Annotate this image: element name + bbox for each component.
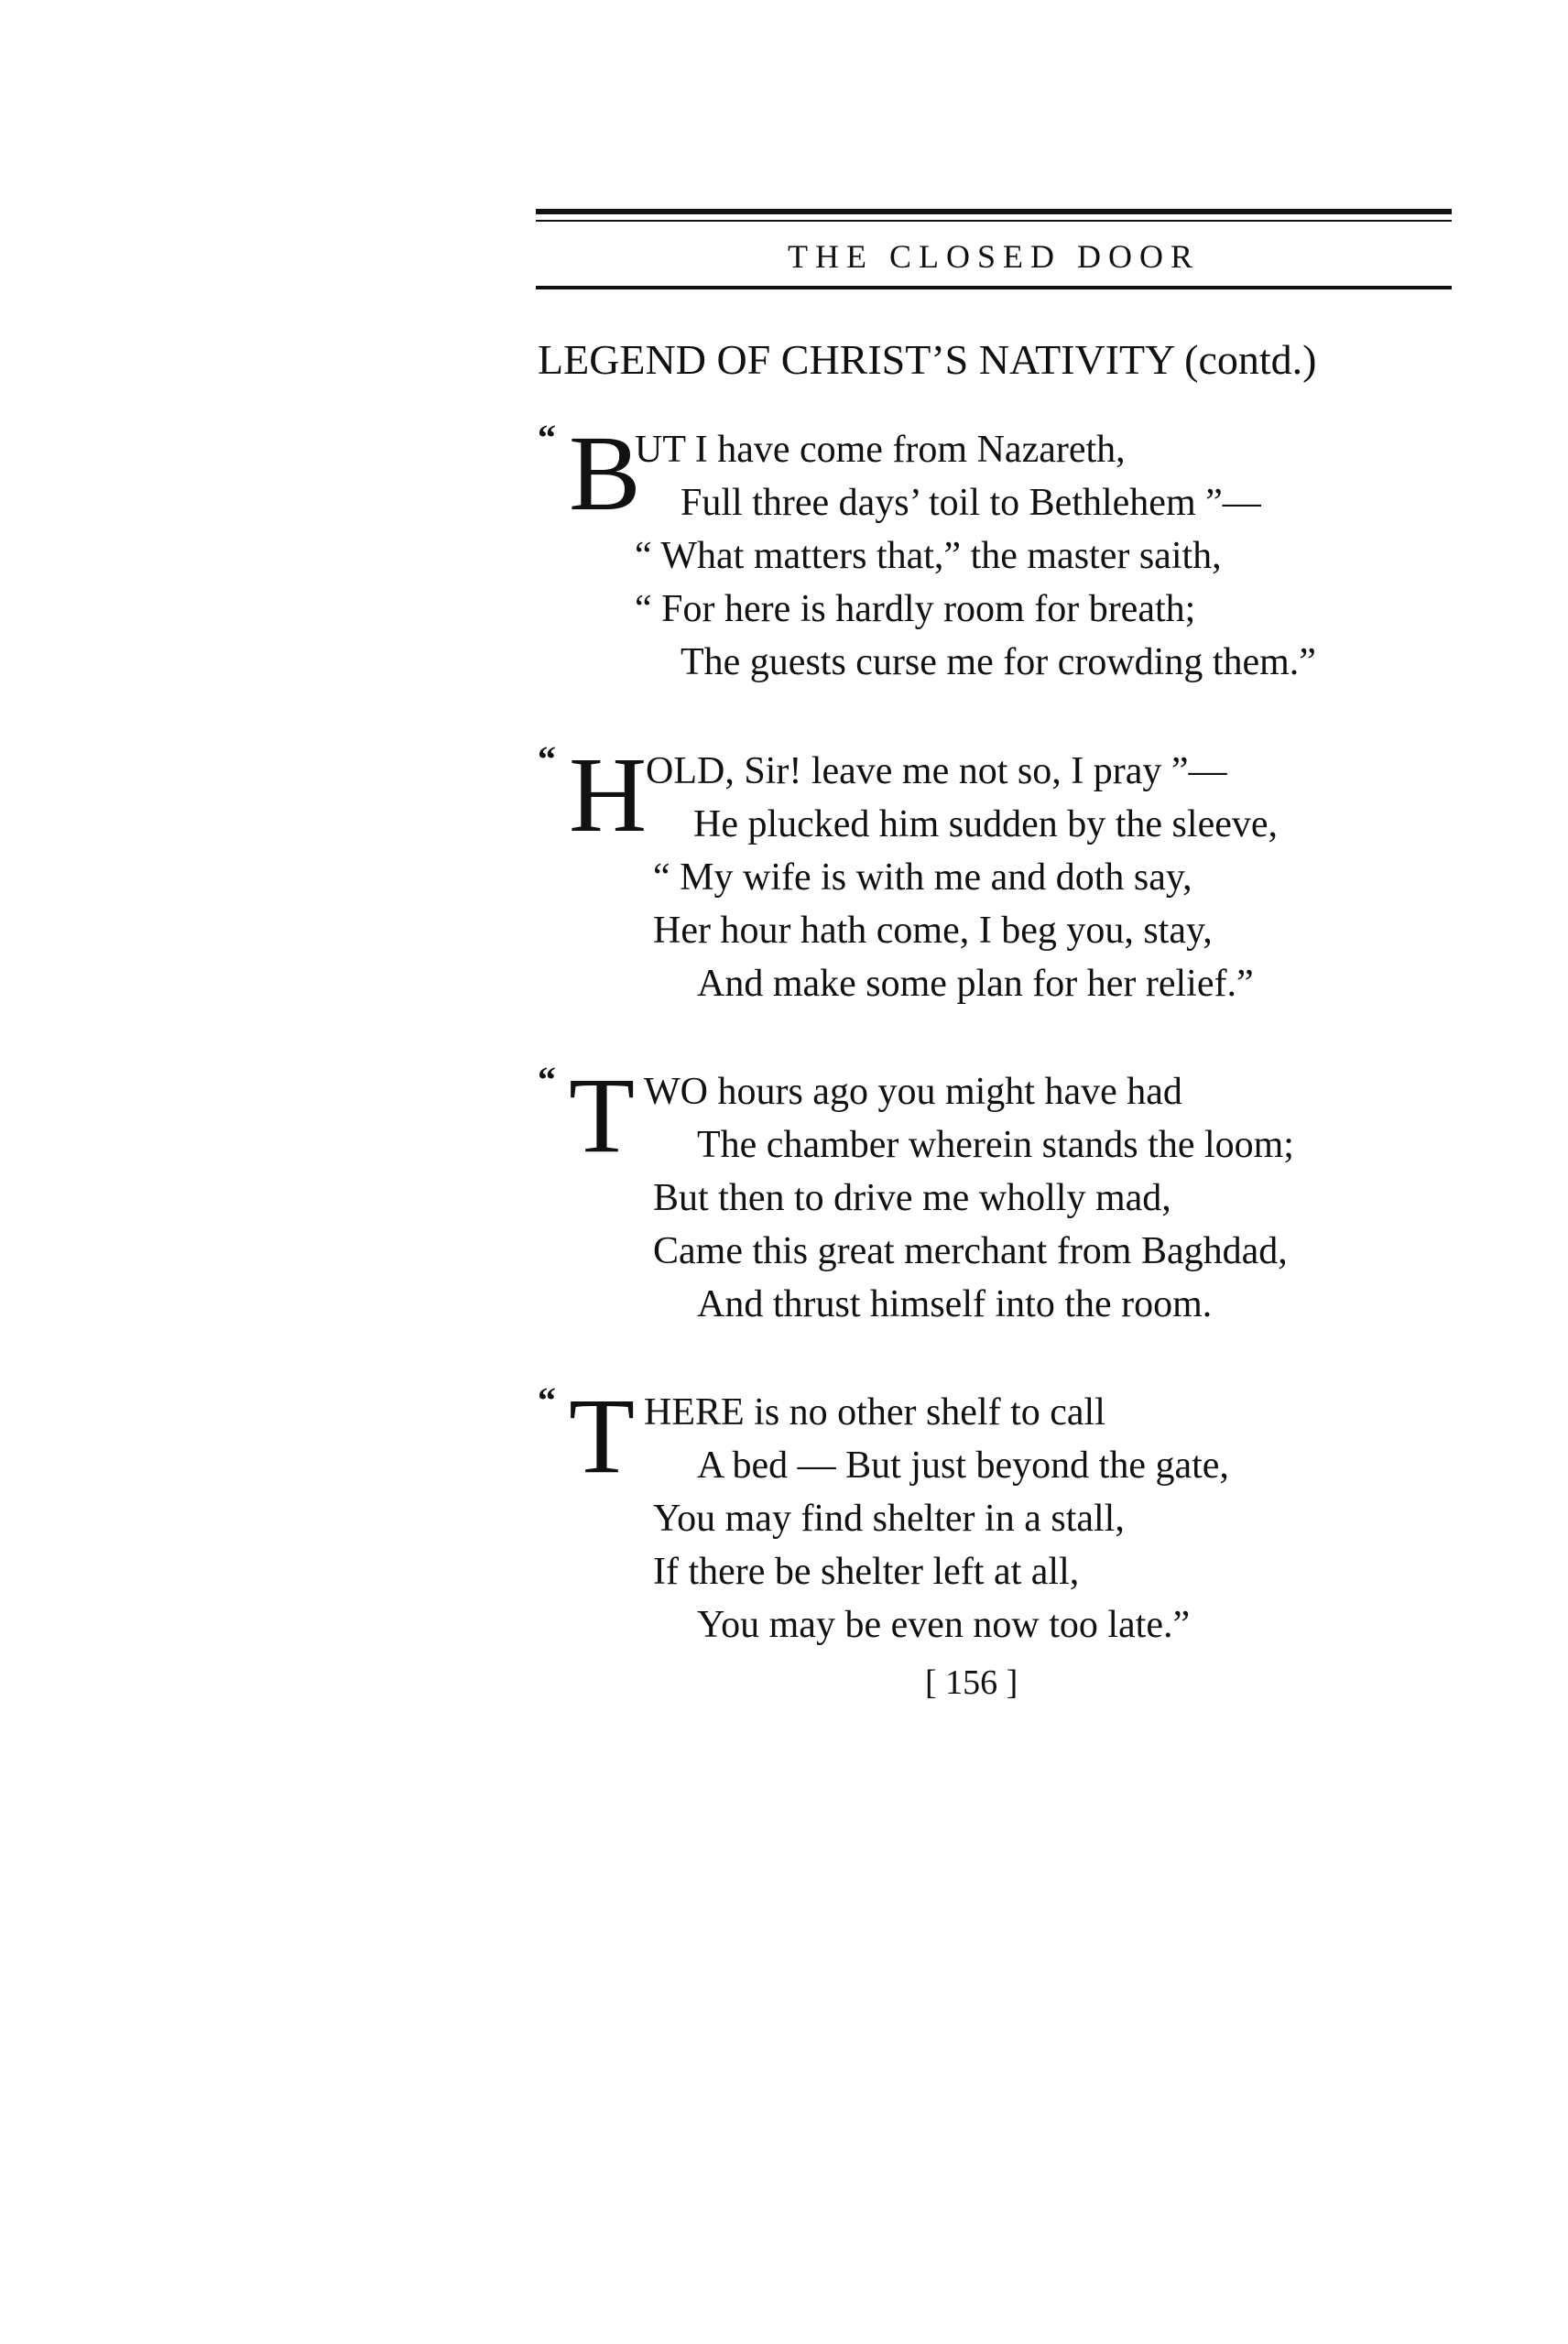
- drop-cap: B: [569, 413, 641, 533]
- verse-line: You may be even now too late.”: [697, 1604, 1191, 1646]
- verse-line: “ What matters that,” the master saith,: [635, 535, 1222, 577]
- running-head: THE CLOSED DOOR: [788, 238, 1200, 275]
- verse-line: If there be shelter left at all,: [653, 1551, 1080, 1593]
- verse-line: “ For here is hardly room for breath;: [635, 588, 1196, 630]
- stanza-2: [536, 735, 1461, 1010]
- page-number: [ 156 ]: [925, 1663, 1018, 1702]
- stanza-second-line: The chamber wherein stands the loom;: [697, 1124, 1294, 1166]
- page-header: [536, 209, 1452, 289]
- section-title: LEGEND OF CHRIST’S NATIVITY (contd.): [538, 336, 1317, 383]
- stanza-first-line: WO hours ago you might have had: [644, 1071, 1182, 1113]
- header-rule-bottom: [536, 286, 1452, 289]
- verse-line: Came this great merchant from Baghdad,: [653, 1230, 1288, 1272]
- stanza-second-line: A bed — But just beyond the gate,: [697, 1445, 1229, 1487]
- drop-cap: T: [569, 1055, 636, 1175]
- stanza-1: [536, 413, 1461, 689]
- verse-line: Her hour hath come, I beg you, stay,: [653, 910, 1213, 952]
- verse-line: And thrust himself into the room.: [697, 1283, 1213, 1325]
- header-rule-thick: [536, 209, 1452, 214]
- stanza-first-line: OLD, Sir! leave me not so, I pray ”—: [646, 750, 1227, 792]
- stanza-opening: [536, 735, 1461, 855]
- verse-line: “ My wife is with me and doth say,: [653, 856, 1192, 899]
- stanza-second-line: Full three days’ toil to Bethlehem ”—: [681, 482, 1261, 524]
- stanza-opening: [536, 413, 1461, 533]
- open-quote: “: [538, 1059, 556, 1100]
- open-quote: “: [538, 417, 556, 458]
- stanza-opening: [536, 1376, 1461, 1496]
- verse-line: You may find shelter in a stall,: [653, 1498, 1125, 1540]
- stanza-second-line: He plucked him sudden by the sleeve,: [693, 803, 1278, 845]
- stanza-first-line: HERE is no other shelf to call: [644, 1391, 1105, 1434]
- open-quote: “: [538, 738, 556, 780]
- stanza-opening: [536, 1055, 1461, 1175]
- verse-line: The guests curse me for crowding them.”: [681, 641, 1316, 683]
- stanza-first-line: UT I have come from Nazareth,: [635, 429, 1126, 471]
- stanza-4: [536, 1376, 1461, 1652]
- verse-line: But then to drive me wholly mad,: [653, 1177, 1171, 1219]
- verse-line: And make some plan for her relief.”: [697, 963, 1254, 1005]
- drop-cap: H: [569, 735, 648, 855]
- drop-cap: T: [569, 1376, 636, 1496]
- stanza-3: [536, 1055, 1461, 1331]
- open-quote: “: [538, 1379, 556, 1421]
